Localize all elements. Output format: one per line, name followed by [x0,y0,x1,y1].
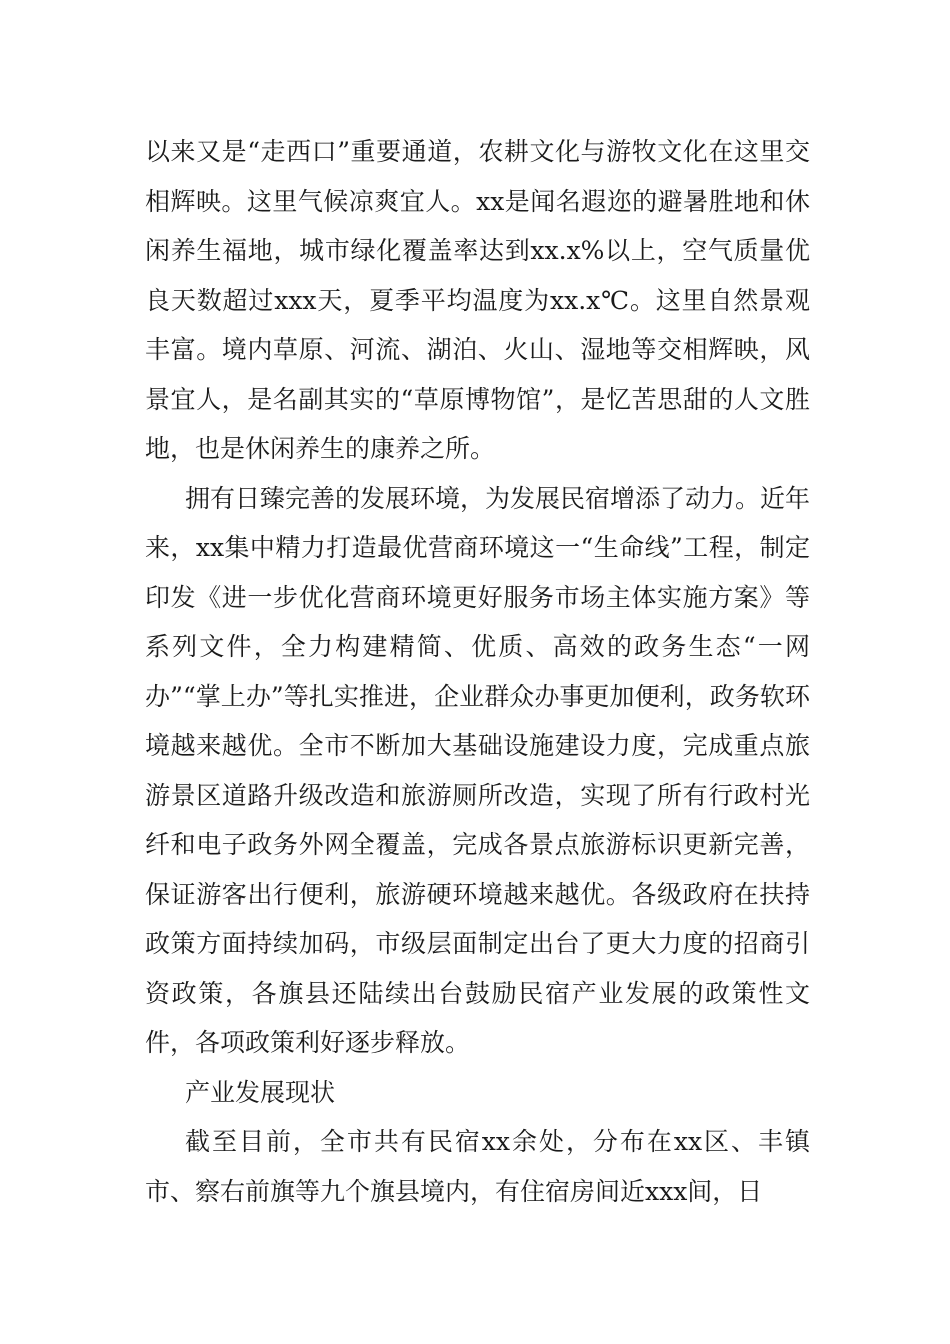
paragraph-continuation: 以来又是“走西口”重要通道，农耕文化与游牧文化在这里交相辉映。这里气候凉爽宜人。xx是闻名遐迩的避暑胜地和休闲养生福地，城市绿化覆盖率达到xx.x%以上，空气质量优良天数超过xxx天，夏季平均温度为xx.x℃。这里自然景观丰富。境内草原、河流、湖泊、火山、湿地等交相辉映，风景宜人，是名副其实的“草原博物馆”，是忆苦思甜的人文胜地，也是休闲养生的康养之所。 [145,137,810,463]
section-heading: 产业发展现状 [185,1077,336,1107]
paragraph-business-environment: 拥有日臻完善的发展环境，为发展民宿增添了动力。近年来，xx集中精力打造最优营商环境这一“生命线”工程，制定印发《进一步优化营商环境更好服务市场主体实施方案》等系列文件，全力构建精简、优质、高效的政务生态“一网办”“掌上办”等扎实推进，企业群众办事更加便利，政务软环境越来越优。全市不断加大基础设施建设力度，完成重点旅游景区道路升级改造和旅游厕所改造，实现了所有行政村光纤和电子政务外网全覆盖，完成各景点旅游标识更新完善，保证游客出行便利，旅游硬环境越来越优。各级政府在扶持政策方面持续加码，市级层面制定出台了更大力度的招商引资政策，各旗县还陆续出台鼓励民宿产业发展的政策性文件，各项政策利好逐步释放。 [145,483,811,1057]
paragraph-industry-status: 截至目前，全市共有民宿xx余处，分布在xx区、丰镇市、察右前旗等九个旗县境内，有住宿房间近xxx间，日 [145,1127,810,1206]
document-body [145,127,810,1216]
